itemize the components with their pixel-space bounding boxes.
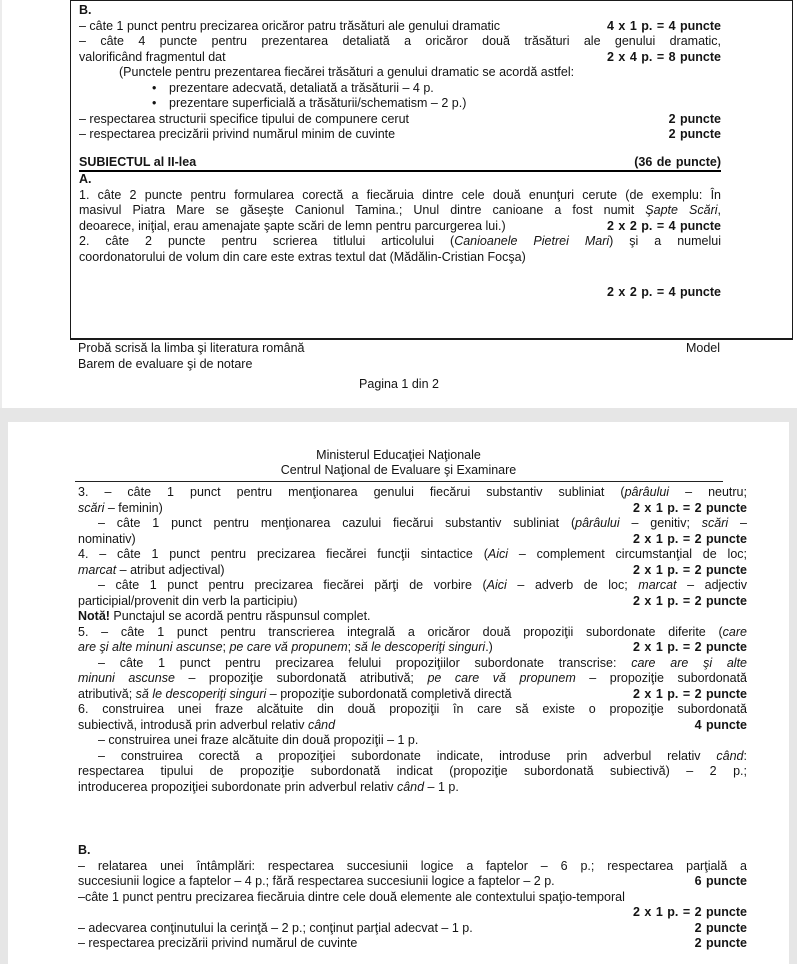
text-run: – propoziţie subordonată (575, 671, 747, 685)
text-run: pe care vă propunem (427, 671, 576, 685)
points-value: 2 x 1 p. = 2 puncte (632, 593, 747, 608)
text-run: 2. câte 2 puncte pentru scrierea titlului articolului ( (79, 234, 455, 248)
rubric-line (78, 764, 747, 780)
text-run: 3. – câte 1 punct pentru menţionarea genului fiecărui substantiv subliniat ( (78, 485, 625, 499)
text-run: Canioanele Pietrei Mari (454, 234, 610, 248)
text-run: – câte 1 punct pentru precizarea fiecărei părţi de vorbire ( (98, 578, 487, 592)
footer-page-indicator: Pagina 1 din 2 (359, 377, 439, 391)
text-run: Punctajul se acordă pentru răspunsul complet. (109, 609, 371, 623)
viewer-edge-left (0, 0, 2, 408)
text-run: – complement circumstanţial de loc; (508, 547, 747, 561)
points-value: 2 x 2 p. = 4 puncte (606, 285, 721, 299)
rubric-bullet-line (79, 81, 721, 97)
rubric-line (79, 203, 721, 219)
text-run: – atribut adjectival) (116, 562, 225, 577)
text-run: B. (78, 843, 91, 857)
text-run: SUBIECTUL al II-lea (79, 154, 197, 169)
line-text (78, 563, 225, 579)
section-label-a (79, 172, 721, 188)
center-title: Centrul Naţional de Evaluare şi Examinare (280, 463, 517, 477)
points-value: 2 x 1 p. = 2 puncte (632, 640, 747, 654)
text-run: – relatarea unei întâmplări: respectarea succesiunii logice a faptelor – 6 p.; respectarea parţială a (78, 858, 747, 873)
page2-rubric-lines (78, 485, 747, 952)
text-run: subiectivă, introdusă prin adverbul relativ (78, 717, 308, 732)
line-text (79, 127, 395, 143)
section-label-b (78, 843, 747, 859)
line-text (78, 501, 163, 517)
rubric-line (79, 50, 721, 66)
text-run: ) şi a numelui (609, 234, 722, 248)
rubric-line (78, 859, 747, 875)
rubric-line (79, 34, 721, 50)
text-run: când (396, 779, 425, 794)
points-value: 2 x 2 p. = 4 puncte (606, 218, 721, 233)
text-run: când (716, 748, 744, 763)
points-only-line (78, 905, 747, 921)
text-run: pârâului (624, 485, 670, 499)
line-text (79, 155, 196, 171)
rubric-note-line (79, 65, 721, 81)
page-2 (8, 422, 789, 964)
text-run: introducerea propoziţiei subordonate prin adverbul relativ (78, 779, 397, 794)
points-value: 2 x 1 p. = 2 puncte (632, 500, 747, 515)
text-run: : (743, 748, 747, 763)
text-run: – propoziţie subordonată completivă directă (266, 686, 512, 701)
points-value: 2 puncte (668, 111, 721, 126)
text-run: care are şi alte (631, 655, 748, 670)
ministry-title: Ministerul Educaţiei Naţionale (316, 448, 481, 462)
text-run: , (717, 203, 721, 217)
text-run: Aici (486, 578, 507, 592)
points-value: 2 puncte (694, 920, 747, 935)
page1-rubric-lines (79, 3, 721, 301)
line-text (78, 718, 335, 734)
footer-model-label: Model (685, 341, 720, 355)
text-run: atributivă; (78, 686, 136, 701)
points-value: 6 puncte (694, 874, 747, 888)
text-run: – câte 1 punct pentru precizarea felului propoziţiilor subordonate transcrise: (98, 655, 632, 670)
rubric-line (79, 19, 721, 35)
text-run: prezentare superficială a trăsăturii/schematism – 2 p.) (169, 96, 467, 110)
rubric-line (78, 890, 747, 906)
text-run: masivul Piatra Mare se găseşte Canionul Tamina.; Unul dintre canioane a fost numit (79, 203, 646, 217)
text-run: succesiunii logice a faptelor – 4 p.; fără respectarea succesiunii logice a faptelor – 2 p. (78, 874, 555, 888)
rubric-line (78, 594, 747, 610)
rubric-line (78, 702, 747, 718)
text-run: Şapte Scări (645, 203, 718, 217)
points-value: 2 puncte (668, 127, 721, 141)
rubric-line (79, 234, 721, 250)
text-run: – genitiv; (619, 516, 702, 530)
rubric-line (78, 640, 747, 656)
footer-exam-title: Probă scrisă la limba şi literatura română (78, 341, 305, 355)
text-run: ; (347, 640, 355, 654)
points-value: 4 puncte (694, 717, 747, 732)
text-run: – 1 p. (424, 779, 459, 794)
rubric-line (78, 656, 747, 672)
footer-doc-type: Barem de evaluare şi de notare (78, 356, 253, 371)
text-run: valorificând fragmentul dat (79, 49, 226, 64)
text-run: ; (222, 640, 230, 654)
line-text (79, 50, 226, 66)
rubric-line (78, 501, 747, 517)
line-text (78, 532, 136, 548)
spacer (79, 143, 721, 155)
line-text (78, 936, 357, 952)
text-run: marcat (638, 578, 677, 592)
text-run: A. (79, 172, 92, 186)
text-run: – respectarea precizării privind numărul de cuvinte (78, 936, 358, 950)
rubric-line (78, 733, 747, 749)
rubric-bullet-line (79, 96, 721, 112)
text-run: – construirea unei fraze alcătuite din două propoziţii – 1 p. (98, 733, 419, 747)
rubric-line (78, 780, 747, 796)
points-value: 4 x 1 p. = 4 puncte (606, 18, 721, 33)
line-text (78, 874, 555, 890)
line-text (78, 594, 298, 610)
points-value: 2 x 1 p. = 2 puncte (632, 531, 747, 546)
line-text (79, 219, 506, 235)
rubric-note-line (78, 609, 747, 625)
line-text (78, 687, 512, 703)
text-run: pe care vă propunem (229, 640, 348, 654)
text-run: – respectarea precizării privind numărul minim de cuvinte (79, 127, 396, 141)
rubric-line (78, 485, 747, 501)
text-run: Notă! (78, 609, 110, 623)
rubric-line (78, 936, 747, 952)
rubric-line (78, 921, 747, 937)
header-rule (75, 481, 723, 482)
points-value: (36 de puncte) (634, 154, 721, 169)
text-run: – adverb de loc; (506, 578, 639, 592)
text-run: prezentare adecvată, detaliată a trăsăturii – 4 p. (169, 80, 434, 95)
text-run: pârâului (575, 516, 620, 530)
text-run: minuni ascunse (78, 671, 175, 685)
text-run: – neutru; (669, 485, 747, 499)
viewer-edge-left (0, 422, 8, 964)
rubric-line (78, 671, 747, 687)
text-run: – adjectiv (676, 578, 748, 592)
points-value: 2 x 1 p. = 2 puncte (632, 905, 747, 919)
text-run: B. (79, 3, 92, 17)
text-run: să le descoperiţi singuri (135, 686, 267, 701)
rubric-line (78, 532, 747, 548)
text-run: – construirea corectă a propoziţiei subordonate indicate, introduse prin adverbul relativ (98, 748, 717, 763)
rubric-line (78, 874, 747, 890)
page-gutter (0, 408, 797, 422)
rubric-line (78, 563, 747, 579)
text-run: nominativ) (78, 531, 136, 546)
viewer-edge-right (789, 422, 797, 964)
text-run: – câte 4 puncte pentru prezentarea detaliată a oricăror două trăsături ale genului dramatic, (79, 34, 721, 48)
text-run: când (307, 717, 336, 732)
line-text (79, 112, 409, 128)
rubric-line (78, 749, 747, 765)
text-run: scări (78, 500, 105, 515)
rubric-line (78, 687, 747, 703)
text-run: 4. – câte 1 punct pentru precizarea fiecărei funcţii sintactice ( (78, 547, 488, 561)
text-run: – câte 1 punct pentru precizarea oricăror patru trăsături ale genului dramatic (79, 18, 501, 33)
rubric-line (78, 547, 747, 563)
spacer (78, 795, 747, 843)
rubric-line (78, 578, 747, 594)
text-run: – câte 1 punct pentru menţionarea cazului fiecărui substantiv subliniat ( (98, 516, 576, 530)
text-run: marcat (78, 562, 117, 577)
section-label-b (79, 3, 721, 19)
rubric-line (79, 112, 721, 128)
text-run: – (728, 516, 747, 530)
page1-footer (78, 341, 720, 393)
page1-rubric-table (70, 0, 793, 340)
bullet-icon: • (152, 96, 157, 110)
text-run: 6. construirea unei fraze alcătuite din două propoziţii în care să existe o propoziţie subordonată (78, 702, 747, 716)
text-run: participial/provenit din verb la participiu) (78, 593, 298, 608)
text-run: (Punctele pentru prezentarea fiecărei trăsături a genului dramatic se acordă astfel: (119, 65, 575, 79)
bullet-icon: • (152, 80, 157, 95)
points-value: 2 puncte (694, 936, 747, 950)
points-value: 2 x 4 p. = 8 puncte (606, 49, 721, 64)
text-run: respectarea tipului de propoziţie subordonată indicat (propoziţie subordonată subiectivă) – 2 p.; (78, 764, 747, 778)
text-run: Aici (487, 547, 509, 561)
line-text (78, 640, 493, 656)
rubric-line (79, 188, 721, 204)
text-run: – adecvarea conţinutului la cerinţă – 2 p.; conţinut parţial adecvat – 1 p. (78, 920, 473, 935)
points-only-line (79, 285, 721, 301)
text-run: – propoziţie subordonată atributivă; (174, 671, 428, 685)
rubric-line (79, 250, 721, 266)
text-run: –câte 1 punct pentru precizarea fiecăruia dintre cele două elemente ale contextului spaţio-temporal (78, 889, 625, 904)
rubric-line (78, 516, 747, 532)
text-run: – feminin) (104, 500, 163, 515)
line-text (79, 19, 500, 35)
text-run: .) (485, 640, 493, 654)
text-run: să le descoperiţi singuri (354, 640, 486, 654)
rubric-line (79, 127, 721, 143)
text-run: are şi alte minuni ascunse (78, 640, 223, 654)
text-run: coordonatorului de volum din care este extras textul dat (Mădălin-Cristian Focşa) (79, 249, 526, 264)
points-value: 2 x 1 p. = 2 puncte (632, 562, 747, 577)
rubric-line (79, 219, 721, 235)
subject-heading (79, 155, 721, 173)
rubric-line (78, 625, 747, 641)
line-text (78, 921, 473, 937)
spacer (79, 265, 721, 285)
rubric-line (78, 718, 747, 734)
text-run: 1. câte 2 puncte pentru formularea corectă a fiecăruia dintre cele două enunţuri cerute (de exemplu: În (79, 187, 721, 202)
text-run: – respectarea structurii specifice tipului de compunere cerut (79, 111, 410, 126)
text-run: deoarece, iniţial, erau amenajate şapte scări de lemn pentru parcurgerea lui.) (79, 218, 506, 233)
page-1 (0, 0, 797, 408)
text-run: 5. – câte 1 punct pentru transcrierea integrală a oricăror două propoziţii subordonate diferite ( (78, 624, 723, 639)
text-run: scări (701, 516, 729, 530)
text-run: care (722, 624, 747, 639)
page2-header (8, 422, 789, 478)
points-value: 2 x 1 p. = 2 puncte (632, 686, 747, 701)
